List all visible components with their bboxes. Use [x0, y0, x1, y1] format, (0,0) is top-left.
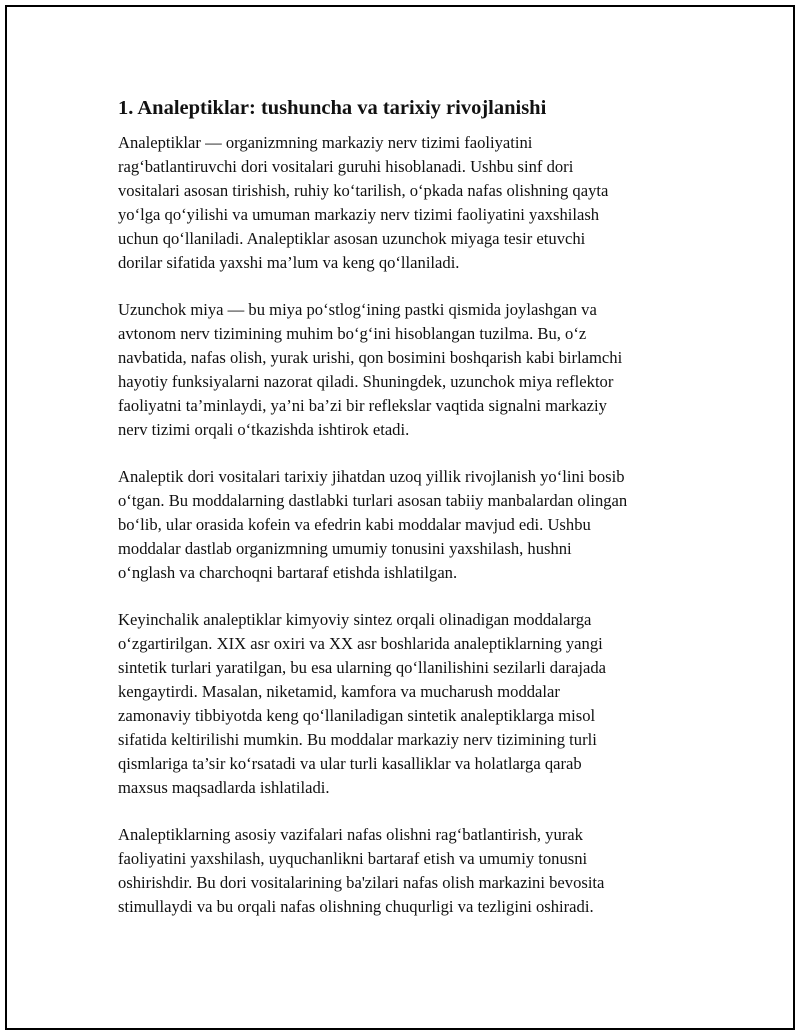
- paragraph-line: oshirishdir. Bu dori vositalarining ba'zilari nafas olish markazini bevosita: [118, 873, 605, 892]
- paragraph-line: hayotiy funksiyalarni nazorat qiladi. Shuningdek, uzunchok miya reflektor: [118, 372, 614, 391]
- paragraph-line: zamonaviy tibbiyotda keng qo‘llaniladigan sintetik analeptiklarga misol: [118, 706, 596, 725]
- body-paragraph: [118, 823, 688, 919]
- paragraph-line: Uzunchok miya — bu miya po‘stlog‘ining pastki qismida joylashgan va: [118, 300, 597, 319]
- paragraph-line: maxsus maqsadlarda ishlatiladi.: [118, 778, 330, 797]
- paragraph-line: kengaytirdi. Masalan, niketamid, kamfora va mucharush moddalar: [118, 682, 560, 701]
- paragraph-line: qismlariga ta’sir ko‘rsatadi va ular turli kasalliklar va holatlarga qarab: [118, 754, 582, 773]
- paragraph-line: nerv tizimi orqali o‘tkazishda ishtirok etadi.: [118, 420, 410, 439]
- section-heading: 1. Analeptiklar: tushuncha va tarixiy rivojlanishi: [118, 97, 547, 119]
- paragraph-line: bo‘lib, ular orasida kofein va efedrin kabi moddalar mavjud edi. Ushbu: [118, 515, 591, 534]
- paragraph-list: [118, 131, 688, 919]
- paragraph-line: avtonom nerv tizimining muhim bo‘g‘ini hisoblangan tuzilma. Bu, o‘z: [118, 324, 587, 343]
- paragraph-line: faoliyatini yaxshilash, uyquchanlikni bartaraf etish va umumiy tonusni: [118, 849, 588, 868]
- paragraph-line: navbatida, nafas olish, yurak urishi, qon bosimini boshqarish kabi birlamchi: [118, 348, 623, 367]
- body-paragraph: [118, 465, 688, 585]
- document-body: [118, 94, 688, 919]
- body-paragraph: [118, 608, 688, 800]
- paragraph-line: moddalar dastlab organizmning umumiy tonusini yaxshilash, hushni: [118, 539, 572, 558]
- paragraph-line: Analeptiklar — organizmning markaziy nerv tizimi faoliyatini: [118, 133, 533, 152]
- paragraph-line: yo‘lga qo‘yilishi va umuman markaziy nerv tizimi faoliyatini yaxshilash: [118, 205, 600, 224]
- paragraph-line: sintetik turlari yaratilgan, bu esa ularning qo‘llanilishini sezilarli darajada: [118, 658, 606, 677]
- paragraph-line: vositalari asosan tirishish, ruhiy ko‘tarilish, o‘pkada nafas olishning qayta: [118, 181, 609, 200]
- paragraph-line: o‘nglash va charchoqni bartaraf etishda ishlatilgan.: [118, 563, 458, 582]
- paragraph-line: o‘tgan. Bu moddalarning dastlabki turlari asosan tabiiy manbalardan olingan: [118, 491, 628, 510]
- paragraph-line: uchun qo‘llaniladi. Analeptiklar asosan uzunchok miyaga tesir etuvchi: [118, 229, 586, 248]
- paragraph-line: faoliyatni ta’minlaydi, ya’ni ba’zi bir reflekslar vaqtida signalni markaziy: [118, 396, 607, 415]
- paragraph-line: Analeptik dori vositalari tarixiy jihatdan uzoq yillik rivojlanish yo‘lini bosib: [118, 467, 625, 486]
- paragraph-line: rag‘batlantiruvchi dori vositalari guruhi hisoblanadi. Ushbu sinf dori: [118, 157, 574, 176]
- paragraph-line: Analeptiklarning asosiy vazifalari nafas olishni rag‘batlantirish, yurak: [118, 825, 583, 844]
- paragraph-line: dorilar sifatida yaxshi ma’lum va keng qo‘llaniladi.: [118, 253, 460, 272]
- body-paragraph: [118, 298, 688, 442]
- body-paragraph: [118, 131, 688, 275]
- paragraph-line: stimullaydi va bu orqali nafas olishning chuqurligi va tezligini oshiradi.: [118, 897, 594, 916]
- paragraph-line: Keyinchalik analeptiklar kimyoviy sintez orqali olinadigan moddalarga: [118, 610, 592, 629]
- paragraph-line: sifatida keltirilishi mumkin. Bu moddalar markaziy nerv tizimining turli: [118, 730, 597, 749]
- paragraph-line: o‘zgartirilgan. XIX asr oxiri va XX asr boshlarida analeptiklarning yangi: [118, 634, 603, 653]
